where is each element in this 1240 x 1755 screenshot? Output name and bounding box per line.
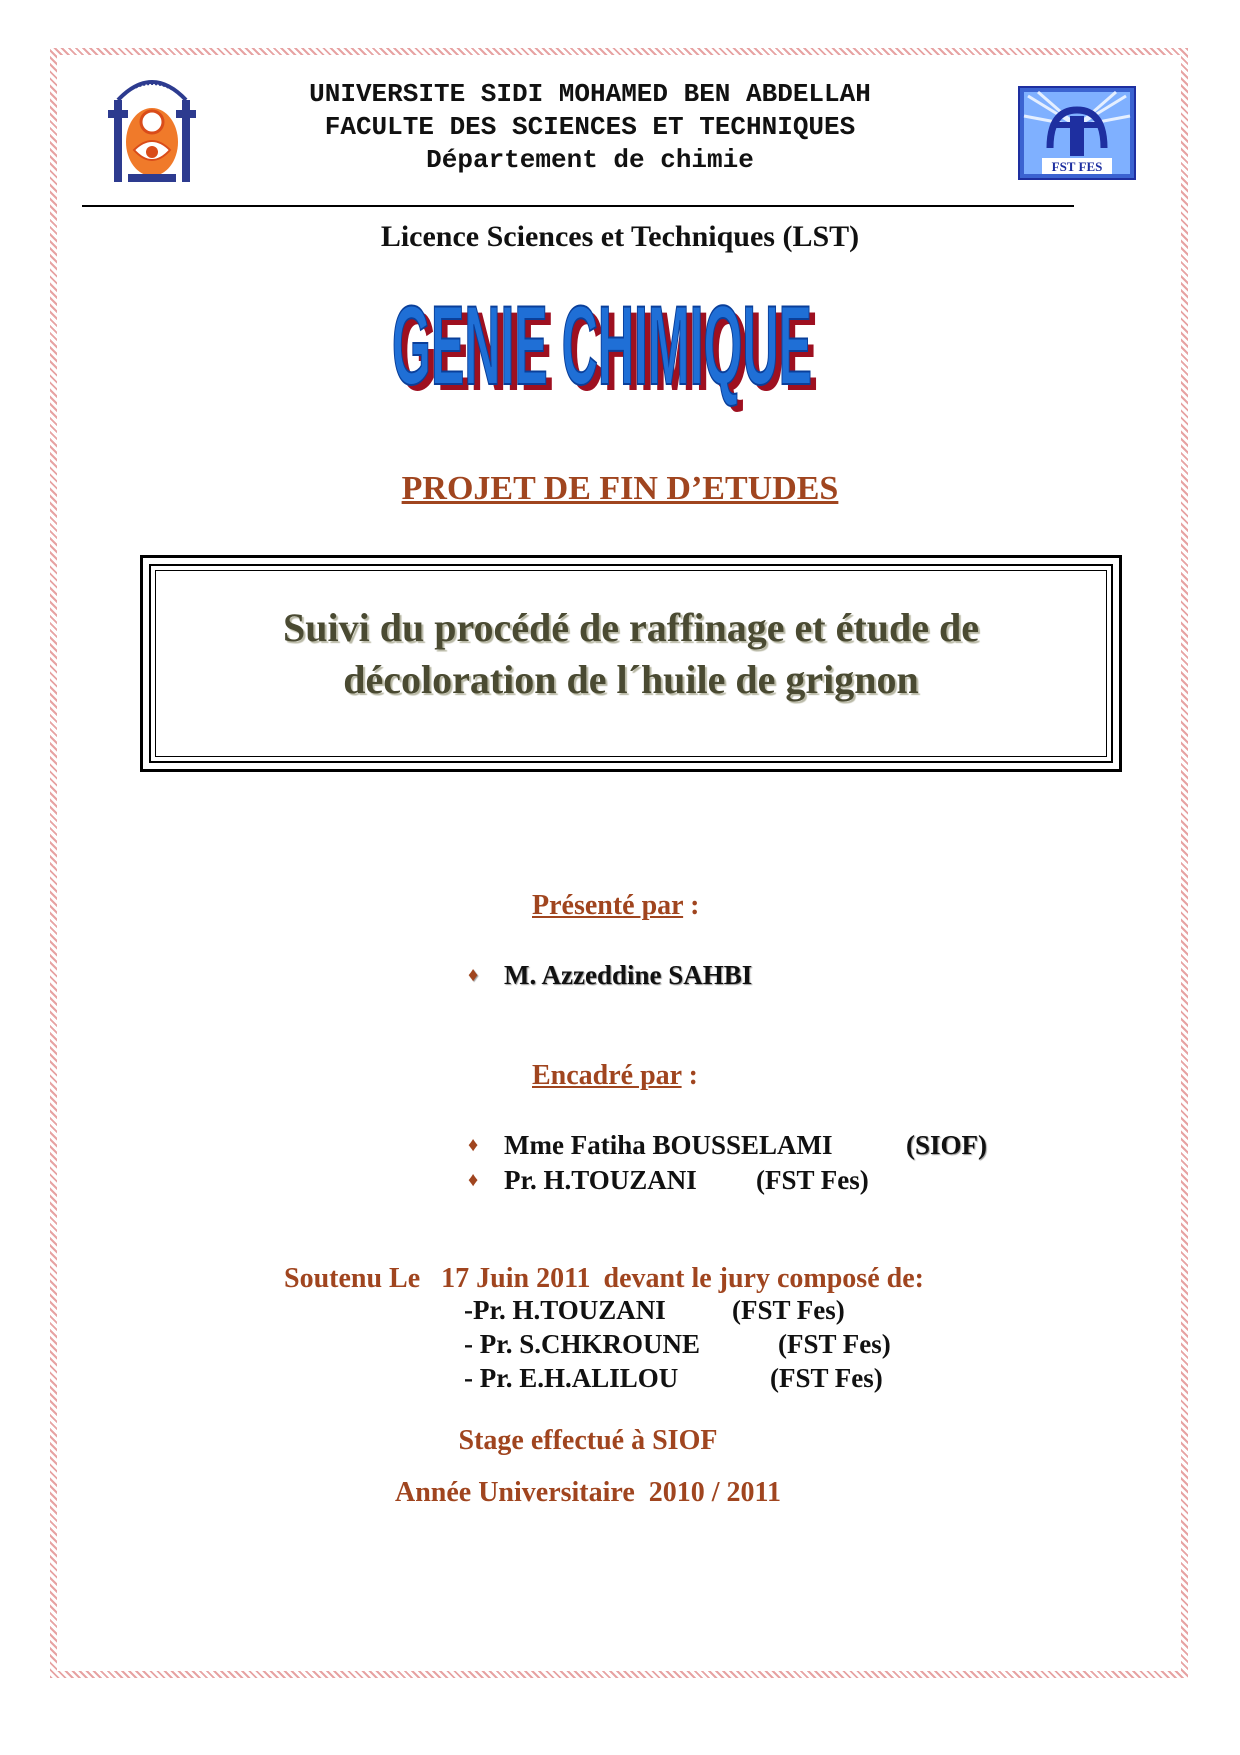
- header-divider: [82, 205, 1074, 207]
- program-name: Licence Sciences et Techniques (LST): [380, 220, 860, 253]
- subject-line-2: décoloration de l´huile de grignon: [343, 656, 919, 702]
- presented-by-label: Présenté par :: [532, 890, 700, 921]
- jury-member-org: (FST Fes): [732, 1295, 845, 1325]
- diamond-bullet-icon: ♦: [468, 964, 479, 986]
- defense-suffix: devant le jury composé de:: [603, 1263, 924, 1294]
- fst-fes-logo-text: FST FES: [1051, 159, 1103, 174]
- academic-year: Année Universitaire 2010 / 2011: [394, 1477, 781, 1508]
- defense-line: [284, 1263, 924, 1295]
- jury-member-name: -Pr. H.TOUZANI: [464, 1295, 666, 1325]
- internship-location: Stage effectué à SIOF: [458, 1425, 718, 1456]
- jury-member-name: - Pr. S.CHKROUNE: [464, 1329, 701, 1359]
- department-name: Département de chimie: [426, 145, 754, 175]
- defense-prefix: Soutenu Le: [284, 1263, 421, 1294]
- supervised-by-label: Encadré par :: [532, 1060, 698, 1091]
- university-name: UNIVERSITE SIDI MOHAMED BEN ABDELLAH: [309, 79, 871, 109]
- supervisor-row: [468, 1130, 833, 1161]
- faculty-name: FACULTE DES SCIENCES ET TECHNIQUES: [324, 112, 856, 142]
- major-title-shadow: GENIE CHIMIQUE: [398, 289, 818, 414]
- supervisor-name: Mme Fatiha BOUSSELAMI: [504, 1130, 833, 1160]
- student-name-row: [468, 960, 753, 991]
- jury-member-org: (FST Fes): [770, 1363, 883, 1393]
- major-title: [380, 282, 830, 422]
- fst-fes-logo: [1018, 86, 1136, 180]
- diamond-bullet-icon: ♦: [468, 1169, 479, 1191]
- supervised-by-text: Encadré par: [532, 1060, 682, 1091]
- jury-member-name: - Pr. E.H.ALILOU: [464, 1363, 679, 1393]
- subject-frame: [140, 555, 1122, 772]
- diamond-bullet-icon: ♦: [468, 1134, 479, 1156]
- university-logo: [108, 70, 196, 188]
- project-type: PROJET DE FIN D’ETUDES: [401, 470, 839, 507]
- student-name: M. Azzeddine SAHBI: [504, 960, 753, 990]
- subject-line-1: Suivi du procédé de raffinage et étude de: [283, 604, 979, 650]
- supervisor-org: (SIOF): [906, 1130, 987, 1160]
- project-subject: [283, 602, 979, 706]
- institution-header: [200, 78, 980, 177]
- supervisor-row: [468, 1165, 697, 1196]
- supervisor-name: Pr. H.TOUZANI: [504, 1165, 697, 1195]
- defense-date: 17 Juin 2011: [441, 1263, 591, 1294]
- presented-by-text: Présenté par: [532, 890, 684, 921]
- major-title-text: GENIE CHIMIQUE: [392, 283, 812, 408]
- jury-member-org: (FST Fes): [778, 1329, 891, 1359]
- supervisor-org: (FST Fes): [756, 1165, 869, 1195]
